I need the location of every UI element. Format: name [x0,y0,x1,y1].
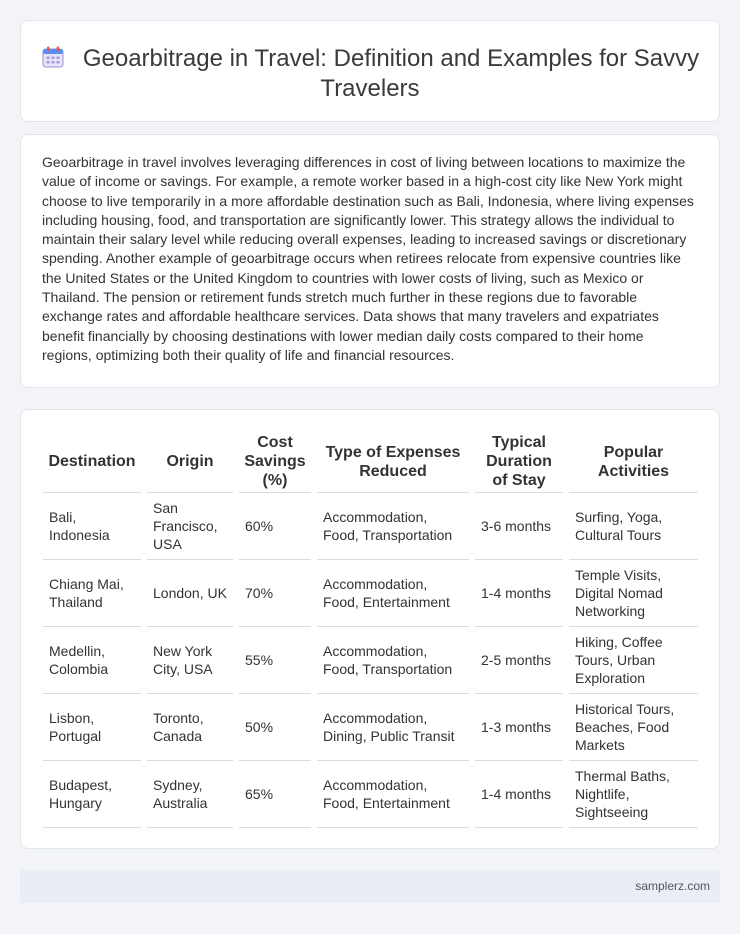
table-cell: Accommodation, Food, Entertainment [314,559,472,626]
column-header: Popular Activities [566,432,698,492]
table-cell: Toronto, Canada [144,693,236,760]
table-cell: 70% [236,559,314,626]
table-cell: Lisbon, Portugal [43,693,144,760]
calendar-icon [41,45,65,69]
table-cell: 50% [236,693,314,760]
table-cell: San Francisco, USA [144,492,236,559]
column-header: Type of Expenses Reduced [314,432,472,492]
geoarbitrage-table [43,432,698,828]
table-cell: 60% [236,492,314,559]
column-header: Origin [144,432,236,492]
source-link[interactable]: samplerz.com [635,879,710,893]
table-row [43,760,698,827]
table-row [43,626,698,693]
table-row [43,492,698,559]
table-cell: Budapest, Hungary [43,760,144,827]
page-header [21,44,719,104]
table-card [20,409,720,849]
table-cell: Temple Visits, Digital Nomad Networking [566,559,698,626]
table-cell: 2-5 months [472,626,566,693]
table-cell: Accommodation, Food, Transportation [314,492,472,559]
title-card [20,20,720,122]
column-header: Cost Savings (%) [236,432,314,492]
table-cell: 1-4 months [472,559,566,626]
page-title: Geoarbitrage in Travel: Definition and Examples for Savvy Travelers [82,45,700,102]
table-cell: New York City, USA [144,626,236,693]
table-cell: 1-4 months [472,760,566,827]
table-cell: Historical Tours, Beaches, Food Markets [566,693,698,760]
table-cell: Surfing, Yoga, Cultural Tours [566,492,698,559]
intro-card [20,134,720,388]
table-row [43,559,698,626]
table-cell: Accommodation, Food, Entertainment [314,760,472,827]
table-cell: Thermal Baths, Nightlife, Sightseeing [566,760,698,827]
table-cell: Hiking, Coffee Tours, Urban Exploration [566,626,698,693]
table-cell: London, UK [144,559,236,626]
table-cell: 65% [236,760,314,827]
table-cell: Chiang Mai, Thailand [43,559,144,626]
table-cell: Bali, Indonesia [43,492,144,559]
table-cell: 3-6 months [472,492,566,559]
column-header: Typical Duration of Stay [472,432,566,492]
column-header: Destination [43,432,144,492]
table-cell: Medellin, Colombia [43,626,144,693]
intro-paragraph: Geoarbitrage in travel involves leveraging differences in cost of living between locations to maximize the value of income or savings. For example, a remote worker based in a high-cost city like New York might choose to live temporarily in a more affordable destination such as Bali, Indonesia, where living expenses including housing, food, and transportation are significantly lower. This strategy allows the individual to maintain their salary level while reducing overall expenses, leading to increased savings or discretionary spending. Another example of geoarbitrage occurs when retirees relocate from expensive countries like the United States or the United Kingdom to countries with lower costs of living, such as Mexico or Thailand. The pension or retirement funds stretch much further in these regions due to favorable exchange rates and affordable healthcare services. Data shows that many travelers and expatriates benefit financially by choosing destinations with lower median daily costs compared to their home regions, optimizing both their quality of life and financial resources. [42,154,694,363]
table-row [43,693,698,760]
table-cell: 1-3 months [472,693,566,760]
table-cell: 55% [236,626,314,693]
table-cell: Accommodation, Food, Transportation [314,626,472,693]
table-cell: Sydney, Australia [144,760,236,827]
table-header-row [43,432,698,492]
table-cell: Accommodation, Dining, Public Transit [314,693,472,760]
footer-bar [20,870,720,903]
